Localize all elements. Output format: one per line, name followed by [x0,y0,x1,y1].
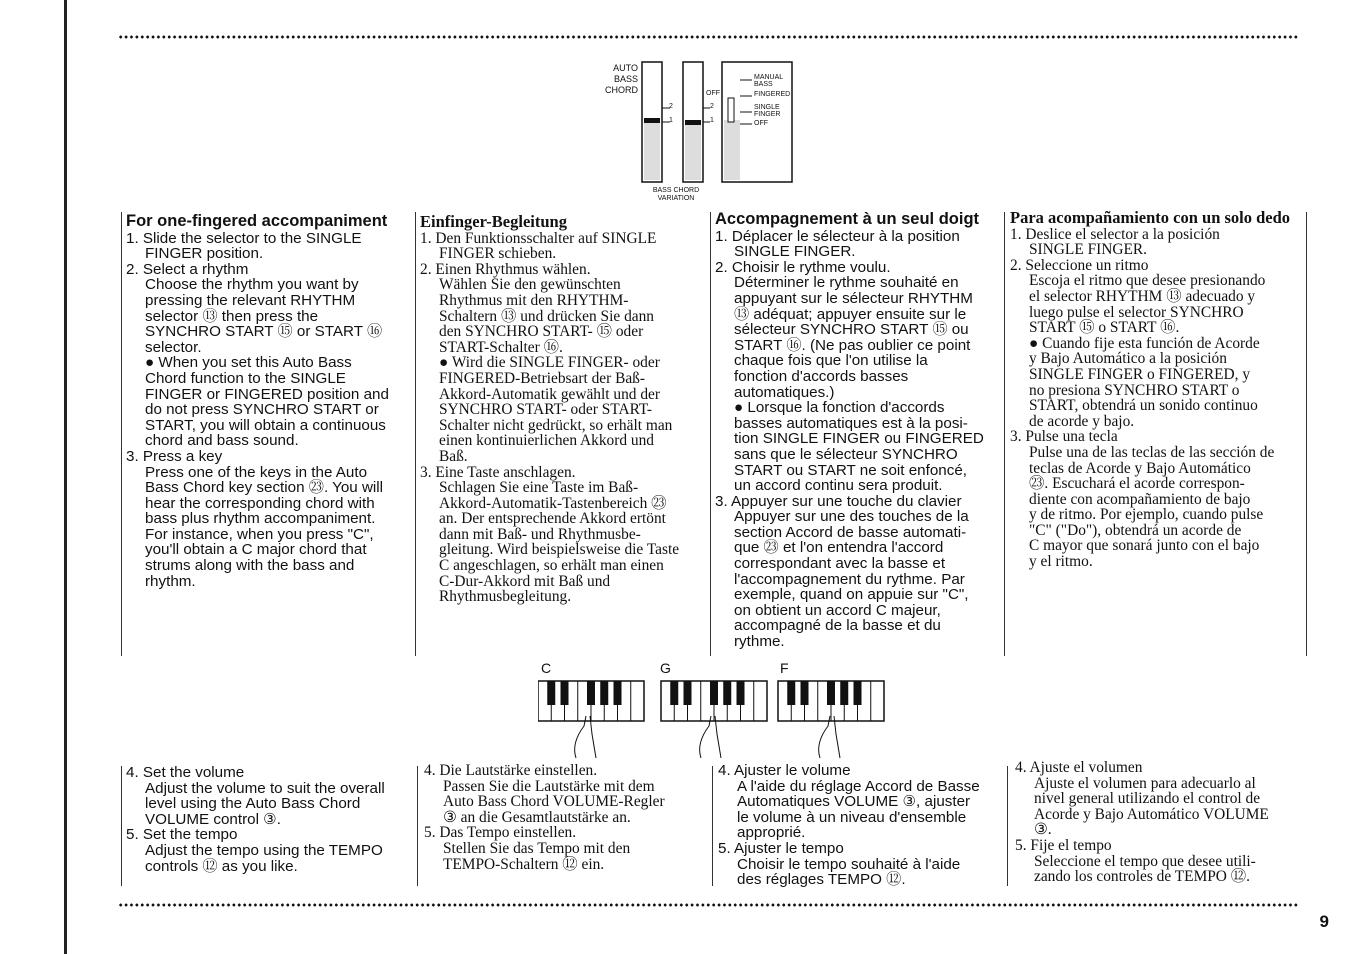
black-key [600,681,608,705]
list-text-line: y el ritmo. [1029,553,1093,571]
german-body [420,231,708,605]
pressing-hand-icon [700,716,721,758]
list-text-line: ⑬ adéquat; appuyer ensuite sur le [734,305,967,323]
list-text-line: Baß. [439,447,468,465]
french-section [715,212,1003,650]
black-key [670,681,678,705]
black-key [854,681,862,705]
french-body-2 [718,763,1006,888]
list-text-line: y de ritmo. Por ejemplo, cuando pulse [1029,506,1264,524]
spanish-heading: Para acompañamiento con un solo dedo [1010,208,1291,227]
list-item: 1. Deslice el selector a la posición [1010,225,1220,243]
list-text-line: fonction d'accords basses [734,367,909,385]
list-item: 3. Eine Taste anschlagen. [420,463,576,481]
black-key [723,681,731,705]
list-text-line: selector. [145,338,202,356]
list-text-line: zando los controles de TEMPO ⑫. [1034,868,1251,886]
spanish-body [1010,227,1303,570]
diagram-off2: OFF [754,120,768,127]
list-text-line: rythme. [734,633,785,651]
list-text-line: ● Lorsque la fonction d'accords [734,399,945,417]
spanish-section [1010,210,1303,570]
key-label-f: F [780,660,789,676]
list-text-line: chaque fois que l'on utilise la [734,352,928,370]
list-text-line: START-Schalter ⑯. [439,338,563,356]
spanish-section-2 [1015,760,1305,885]
list-text-line: selector ⑬ then press the [145,307,319,325]
english-body [126,231,412,590]
diagram-bottom-label: BASS CHORD VARIATION [652,187,700,202]
list-item: 2. Einen Rhythmus wählen. [420,260,591,278]
english-heading: For one-fingered accompaniment [126,212,388,230]
list-text-line: ● When you set this Auto Bass [145,354,352,372]
list-item: 3. Press a key [126,447,223,465]
list-text-line: START ou START ne soit enfoncé, [734,461,967,479]
bottom-dotted-rule [118,902,1298,908]
list-text-line: C-Dur-Akkord mit Baß und [439,572,611,590]
list-text-line: Adjust the volume to suit the overall [145,779,385,797]
list-text-line: TEMPO-Schaltern ⑫ ein. [443,855,605,873]
list-text-line: Automatiques VOLUME ③, ajuster [737,793,971,811]
list-text-line: Passen Sie die Lautstärke mit dem [443,777,655,795]
diagram-main-label: AUTO BASS CHORD [605,63,638,95]
list-item: 5. Das Tempo einstellen. [424,824,577,842]
list-text-line: you'll obtain a C major chord that [145,541,367,559]
list-text-line: no presiona SYNCHRO START o [1029,381,1240,399]
list-text-line: FINGER or FINGERED position and [145,385,389,403]
list-text-line: Auto Bass Chord VOLUME-Regler [443,793,665,811]
list-text-line: Press one of the keys in the Auto [145,463,368,481]
diagram-pos2-a: 2 [669,103,673,110]
black-key [737,681,745,705]
list-text-line: einen kontinuierlichen Akkord und [439,432,654,450]
black-key [710,681,718,705]
list-text-line: nivel general utilizando el control de [1034,790,1261,808]
list-text-line: Schlagen Sie eine Taste im Baß- [439,479,639,497]
list-text-line: diente con acompañamiento de bajo [1029,490,1251,508]
german-section [420,214,708,605]
german-section-2 [424,763,712,872]
list-text-line: basses automatiques est à la posi- [734,414,968,432]
list-text-line: Ajuste el volumen para adecuarlo al [1034,774,1256,792]
column-rule [712,766,713,886]
english-section [126,214,412,589]
list-text-line: START ⑯. (Ne pas oublier ce point [734,336,971,354]
list-text-line: chord and bass sound. [145,432,299,450]
page-number: 9 [1319,912,1329,931]
list-item: 5. Set the tempo [126,826,238,844]
german-heading: Einfinger-Begleitung [420,212,567,231]
list-text-line: FINGERED-Betriebsart der Baß- [439,369,646,387]
list-item: 4. Set the volume [126,764,245,781]
list-text-line: gleitung. Wird beispielsweise die Taste [439,541,680,559]
diagram-manual-bass: MANUAL BASS [754,74,783,88]
spanish-body-2 [1015,760,1305,885]
column-rule [1306,212,1307,656]
list-text-line: Schaltern ⑬ und drücken Sie dann [439,307,654,325]
list-item: 2. Seleccione un ritmo [1010,256,1149,274]
list-text-line: tion SINGLE FINGER ou FINGERED [734,430,984,448]
english-section-2 [126,765,414,874]
column-rule [710,212,711,656]
list-text-line: level using the Auto Bass Chord [145,795,361,813]
list-text-line: Adjust the tempo using the TEMPO [145,841,383,859]
diagram-pos2-b: 2 [710,103,714,110]
list-text-line: an. Der entsprechende Akkord ertönt [439,510,666,528]
english-body-2 [126,765,414,874]
list-text-line: que ㉓ et l'on entendra l'accord [734,539,944,557]
list-item: 2. Choisir le rythme voulu. [715,258,891,276]
diagram-single-finger: SINGLE FINGER [754,104,781,118]
list-text-line: ㉓. Escuchará el acorde correspon- [1029,475,1245,493]
list-text-line: y Bajo Automático a la posición [1029,350,1227,368]
diagram-pos1-a: 1 [669,117,673,124]
column-rule [1004,212,1005,656]
list-text-line: hear the corresponding chord with [145,494,375,512]
column-rule [417,766,418,886]
page-binding-edge [64,0,67,954]
german-body-2 [424,763,712,872]
list-text-line: Rhythmus mit den RHYTHM- [439,291,629,309]
list-text-line: strums along with the bass and [145,557,355,575]
key-label-c: C [541,660,552,676]
list-item: 4. Die Lautstärke einstellen. [424,762,598,779]
list-text-line: C angeschlagen, so erhält man einen [439,557,664,575]
french-heading: Accompagnement à un seul doigt [715,210,980,228]
list-text-line: sans que le sélecteur SYNCHRO [734,445,958,463]
list-text-line: FINGER position. [145,245,264,263]
black-key [840,681,848,705]
list-text-line: bass plus rhythm accompaniment. [145,510,376,528]
list-text-line: controls ⑫ as you like. [145,857,298,875]
list-text-line: den SYNCHRO START- ⑮ oder [439,323,644,341]
list-text-line: Déterminer le rythme souhaité en [734,274,959,292]
list-text-line: Bass Chord key section ㉓. You will [145,479,384,497]
keyboard-svg [538,676,888,766]
list-text-line: le volume à un niveau d'ensemble [737,808,967,826]
key-label-g: G [660,660,671,676]
list-item: 4. Ajuste el volumen [1015,759,1143,776]
list-text-line: START, obtendrá un sonido continuo [1029,397,1258,415]
list-text-line: Appuyer sur une des touches de la [734,508,969,526]
list-text-line: ③. [1034,821,1052,839]
list-text-line: Rhythmusbegleitung. [439,588,572,606]
black-key [561,681,569,705]
list-text-line: de acorde y bajo. [1029,412,1135,430]
diagram-pos1-b: 1 [710,117,714,124]
list-text-line: Chord function to the SINGLE [145,369,346,387]
list-text-line: Choose the rhythm you want by [145,276,359,294]
list-text-line: section Accord de basse automati- [734,523,967,541]
column-rule [1007,766,1008,886]
list-text-line: luego pulse el selector SYNCHRO [1029,303,1244,321]
list-text-line: Akkord-Automatik-Tastenbereich ㉓ [439,494,667,512]
column-rule [121,212,122,656]
list-text-line: Stellen Sie das Tempo mit den [443,839,631,857]
list-text-line: approprié. [737,824,806,842]
list-item: 4. Ajuster le volume [718,762,851,779]
column-rule [121,766,122,886]
list-item: 1. Slide the selector to the SINGLE [126,229,362,247]
list-item: 5. Fije el tempo [1015,836,1112,854]
list-text-line: SINGLE FINGER. [734,243,856,261]
list-item: 1. Déplacer le sélecteur à la position [715,227,960,245]
list-text-line: Escoja el ritmo que desee presionando [1029,272,1266,290]
list-text-line: accompagné de la basse et du [734,617,941,635]
list-text-line: teclas de Acorde y Bajo Automático [1029,459,1251,477]
list-text-line: START, you will obtain a continuous [145,416,386,434]
list-text-line: automatiques.) [734,383,835,401]
list-text-line: C mayor que sonará junto con el bajo [1029,537,1260,555]
list-text-line: dann mit Baß- und Rhythmusbe- [439,525,641,543]
list-text-line: appuyant sur le sélecteur RHYTHM [734,289,973,307]
black-key [827,681,835,705]
black-key [801,681,809,705]
list-item: 5. Ajuster le tempo [718,839,844,857]
list-text-line: el selector RHYTHM ⑬ adecuado y [1029,287,1256,305]
list-text-line: sélecteur SYNCHRO START ⑮ ou [734,321,969,339]
list-text-line: Schalter nicht gedrückt, so erhält man [439,416,673,434]
list-text-line: SINGLE FINGER o FINGERED, y [1029,365,1251,383]
list-text-line: "C" ("Do"), obtendrá un acorde de [1029,521,1242,539]
list-text-line: Pulse una de las teclas de las sección de [1029,443,1275,461]
diagram-fingered: FINGERED [754,91,791,98]
top-dotted-rule [118,34,1298,40]
list-text-line: l'accompagnement du rythme. Par [734,570,965,588]
list-text-line: SYNCHRO START ⑮ or START ⑯ [145,323,383,341]
list-text-line: ● Cuando fije esta función de Acorde [1029,334,1260,352]
list-text-line: Wählen Sie den gewünschten [439,276,621,294]
list-text-line: un accord continu sera produit. [734,477,943,495]
list-text-line: correspondant avec la basse et [734,555,946,573]
list-text-line: do not press SYNCHRO START or [145,401,379,419]
list-text-line: on obtient un accord C majeur, [734,601,941,619]
diagram-off-label: OFF [706,90,720,97]
list-text-line: Choisir le tempo souhaité à l'aide [737,855,961,873]
list-text-line: ③ an die Gesamtlautstärke an. [443,808,631,826]
list-text-line: ● Wird die SINGLE FINGER- oder [439,354,660,372]
list-text-line: Acorde y Bajo Automático VOLUME [1034,805,1269,823]
black-key [547,681,555,705]
pressing-hand-icon [575,716,596,758]
list-text-line: A l'aide du réglage Accord de Basse [737,777,980,795]
black-key [684,681,692,705]
list-item: 3. Appuyer sur une touche du clavier [715,492,962,510]
list-text-line: SYNCHRO START- oder START- [439,401,653,419]
list-text-line: For instance, when you press "C", [145,525,374,543]
list-text-line: FINGER schieben. [439,245,557,263]
list-text-line: Akkord-Automatik gewählt und der [439,385,660,403]
column-rule [415,212,416,656]
black-key [614,681,622,705]
list-text-line: pressing the relevant RHYTHM [145,291,356,309]
list-text-line: SINGLE FINGER. [1029,241,1147,259]
list-item: 3. Pulse una tecla [1010,428,1118,446]
french-section-2 [718,763,1006,888]
french-body [715,229,1003,650]
list-text-line: exemple, quand on appuie sur "C", [734,586,969,604]
list-text-line: START ⑮ o START ⑯. [1029,319,1180,337]
list-text-line: Seleccione el tempo que desee utili- [1034,852,1256,870]
list-item: 2. Select a rhythm [126,260,249,278]
list-item: 1. Den Funktionsschalter auf SINGLE [420,229,657,247]
list-text-line: des réglages TEMPO ⑫. [737,871,906,889]
pressing-hand-icon [819,716,840,758]
black-key [587,681,595,705]
list-text-line: rhythm. [145,572,196,590]
black-key [787,681,795,705]
list-text-line: VOLUME control ③. [145,810,281,828]
